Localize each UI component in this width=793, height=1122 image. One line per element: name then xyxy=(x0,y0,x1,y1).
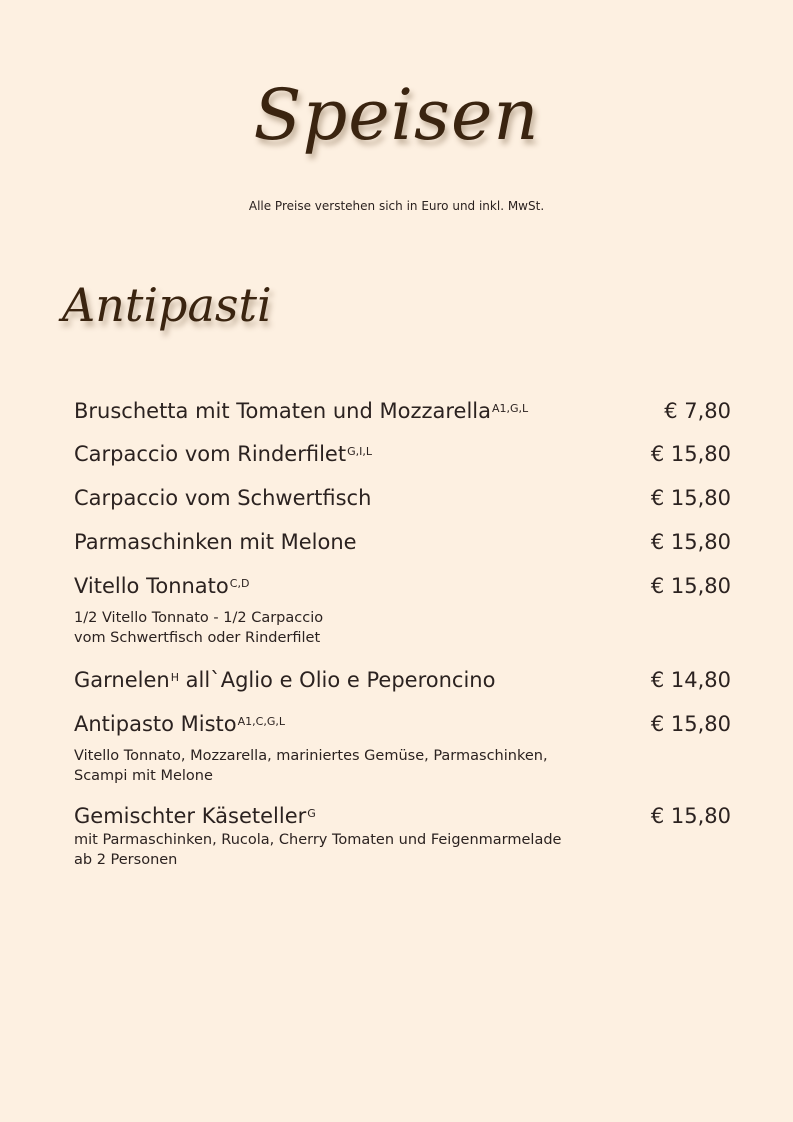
description-line: mit Parmaschinken, Rucola, Cherry Tomaten und Feigenmarmelade xyxy=(74,832,562,848)
item-name: Bruschetta mit Tomaten und Mozzarella$^{A1,G,L}$ xyxy=(74,399,529,423)
item-name: Carpaccio vom Schwertfisch xyxy=(74,486,372,510)
allergen-codes: H xyxy=(170,671,179,684)
description-line: 1/2 Vitello Tonnato - 1/2 Carpaccio xyxy=(74,610,324,626)
menu-item xyxy=(74,397,731,425)
menu-item xyxy=(74,666,731,694)
menu-item xyxy=(74,710,731,786)
description-line: vom Schwertfisch oder Rinderfilet xyxy=(74,630,321,646)
item-name: Parmaschinken mit Melone xyxy=(74,530,357,554)
item-price: € 15,80 xyxy=(650,574,731,598)
allergen-codes: A1,C,G,L xyxy=(237,715,285,728)
item-name: Garnelen$^H$ all`Aglio e Olio e Peperoncino xyxy=(74,668,496,692)
menu-item xyxy=(74,528,731,556)
item-price: € 7,80 xyxy=(664,399,731,423)
allergen-codes: G xyxy=(307,807,316,820)
section-title-antipasti: Antipasti xyxy=(62,278,272,332)
item-description xyxy=(74,746,731,786)
item-description xyxy=(74,608,731,648)
allergen-codes: G,I,L xyxy=(347,445,372,458)
description-line: Scampi mit Melone xyxy=(74,768,213,784)
item-name: Antipasto Misto$^{A1,C,G,L}$ xyxy=(74,712,285,736)
page-title: Speisen xyxy=(253,74,540,156)
item-name: Carpaccio vom Rinderfilet$^{G,I,L}$ xyxy=(74,442,372,466)
allergen-codes: C,D xyxy=(229,577,250,590)
item-description xyxy=(74,830,731,870)
menu-item xyxy=(74,572,731,648)
menu-item xyxy=(74,440,731,468)
item-price: € 15,80 xyxy=(650,486,731,510)
item-price: € 15,80 xyxy=(650,712,731,736)
item-name: Vitello Tonnato$^{C,D}$ xyxy=(74,574,250,598)
item-price: € 15,80 xyxy=(650,804,731,828)
item-price: € 15,80 xyxy=(650,442,731,466)
allergen-codes: A1,G,L xyxy=(492,402,529,415)
price-note: Alle Preise verstehen sich in Euro und inkl. MwSt. xyxy=(248,199,545,213)
item-price: € 15,80 xyxy=(650,530,731,554)
menu-item xyxy=(74,802,731,870)
item-price: € 14,80 xyxy=(650,668,731,692)
description-line: ab 2 Personen xyxy=(74,852,178,868)
item-name: Gemischter Käseteller$^G$ xyxy=(74,804,316,828)
description-line: Vitello Tonnato, Mozzarella, mariniertes Gemüse, Parmaschinken, xyxy=(74,748,548,764)
menu-item xyxy=(74,484,731,512)
